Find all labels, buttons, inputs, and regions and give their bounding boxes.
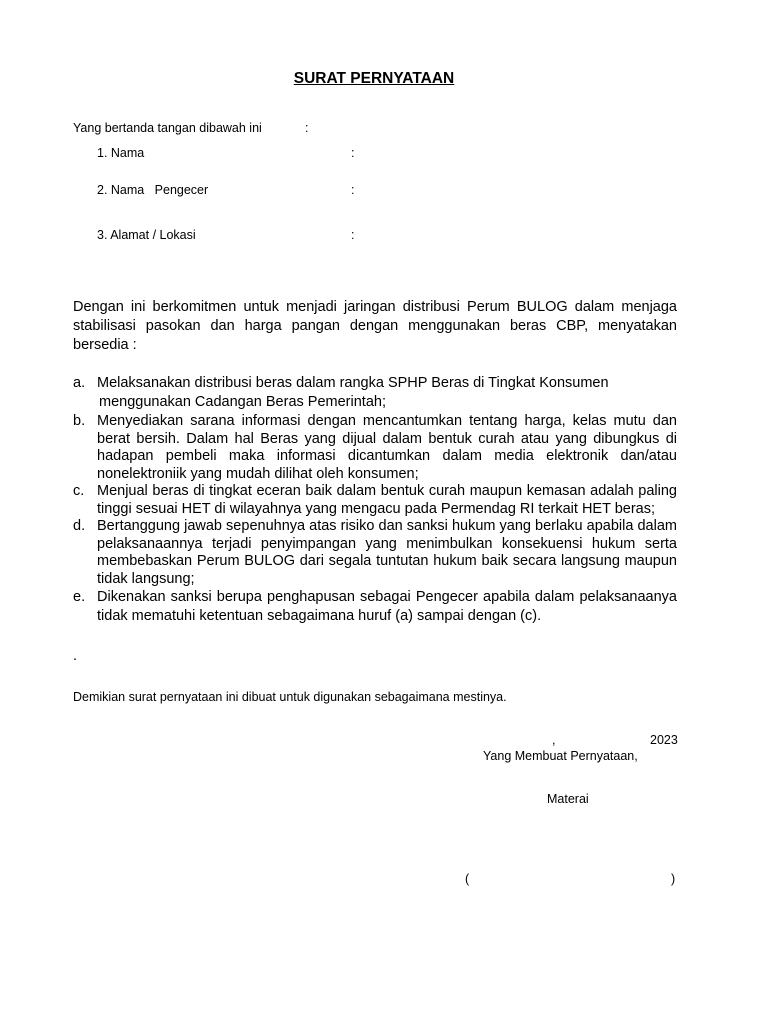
list-item — [73, 518, 677, 588]
list-item — [73, 588, 677, 626]
list-item-text — [97, 374, 677, 412]
signer-label: Yang Membuat Pernyataan, — [483, 749, 638, 763]
field-label-nama-pengecer: 2. Nama Pengecer — [97, 183, 209, 197]
signature-paren-open: ( — [465, 872, 470, 886]
field-label-alamat: 3. Alamat / Lokasi — [97, 228, 196, 242]
list-item-letter: e. — [73, 589, 86, 605]
signature-paren-close: ) — [671, 872, 676, 886]
commitment-list — [73, 374, 677, 626]
list-item-line: menggunakan Cadangan Beras Pemerintah; — [99, 394, 386, 410]
field-label-nama: 1. Nama — [97, 146, 145, 160]
intro-label: Yang bertanda tangan dibawah ini — [73, 121, 262, 135]
document-title: SURAT PERNYATAAN — [293, 70, 455, 87]
closing-statement: Demikian surat pernyataan ini dibuat untuk digunakan sebagaimana mestinya. — [73, 690, 507, 704]
list-item-letter: b. — [73, 413, 86, 429]
list-item-letter: d. — [73, 518, 86, 534]
list-item-text: Dikenakan sanksi berupa penghapusan sebagai Pengecer apabila dalam pelaksanaanya tidak mematuhi ketentuan sebagaimana huruf (a) sampai dengan (c). — [97, 589, 677, 624]
stamp-label: Materai — [547, 792, 589, 806]
date-comma: , — [552, 733, 556, 747]
field-colon-alamat: : — [351, 228, 355, 242]
commitment-paragraph: Dengan ini berkomitmen untuk menjadi jaringan distribusi Perum BULOG dalam menjaga stabilisasi pasokan dan harga pangan dengan menggunakan beras CBP, menyatakan bersedia : — [73, 299, 677, 353]
date-year: 2023 — [650, 733, 678, 747]
list-item-line: Melaksanakan distribusi beras dalam rangka SPHP Beras di Tingkat Konsumen — [97, 375, 609, 391]
list-item-text: Menyediakan sarana informasi dengan mencantumkan tentang harga, kelas mutu dan berat bersih. Dalam hal Beras yang dijual dalam bentuk curah atau yang dibungkus di hadapan pembeli maka informasi dicantumkan dalam media elektronik dan/atau nonelektroniik yang mudah dilihat oleh konsumen; — [97, 413, 677, 482]
intro-colon: : — [305, 121, 309, 135]
list-item-letter: c. — [73, 483, 85, 499]
field-colon-nama-pengecer: : — [351, 183, 355, 197]
list-item-letter: a. — [73, 375, 86, 391]
stray-dot: . — [73, 648, 78, 664]
list-item — [73, 483, 677, 518]
list-item — [73, 374, 677, 412]
field-colon-nama: : — [351, 146, 355, 160]
list-item-text: Menjual beras di tingkat eceran baik dalam bentuk curah maupun kemasan adalah paling tinggi sesuai HET di wilayahnya yang mengacu pada Permendag RI terkait HET beras; — [97, 483, 677, 517]
list-item-text: Bertanggung jawab sepenuhnya atas risiko dan sanksi hukum yang berlaku apabila dalam pelaksanaannya terjadi penyimpangan yang menimbulkan konsekuensi hukum serta membebaskan Perum BULOG dari segala tuntutan hukum baik secara langsung maupun tidak langsung; — [97, 518, 677, 587]
list-item — [73, 413, 677, 483]
